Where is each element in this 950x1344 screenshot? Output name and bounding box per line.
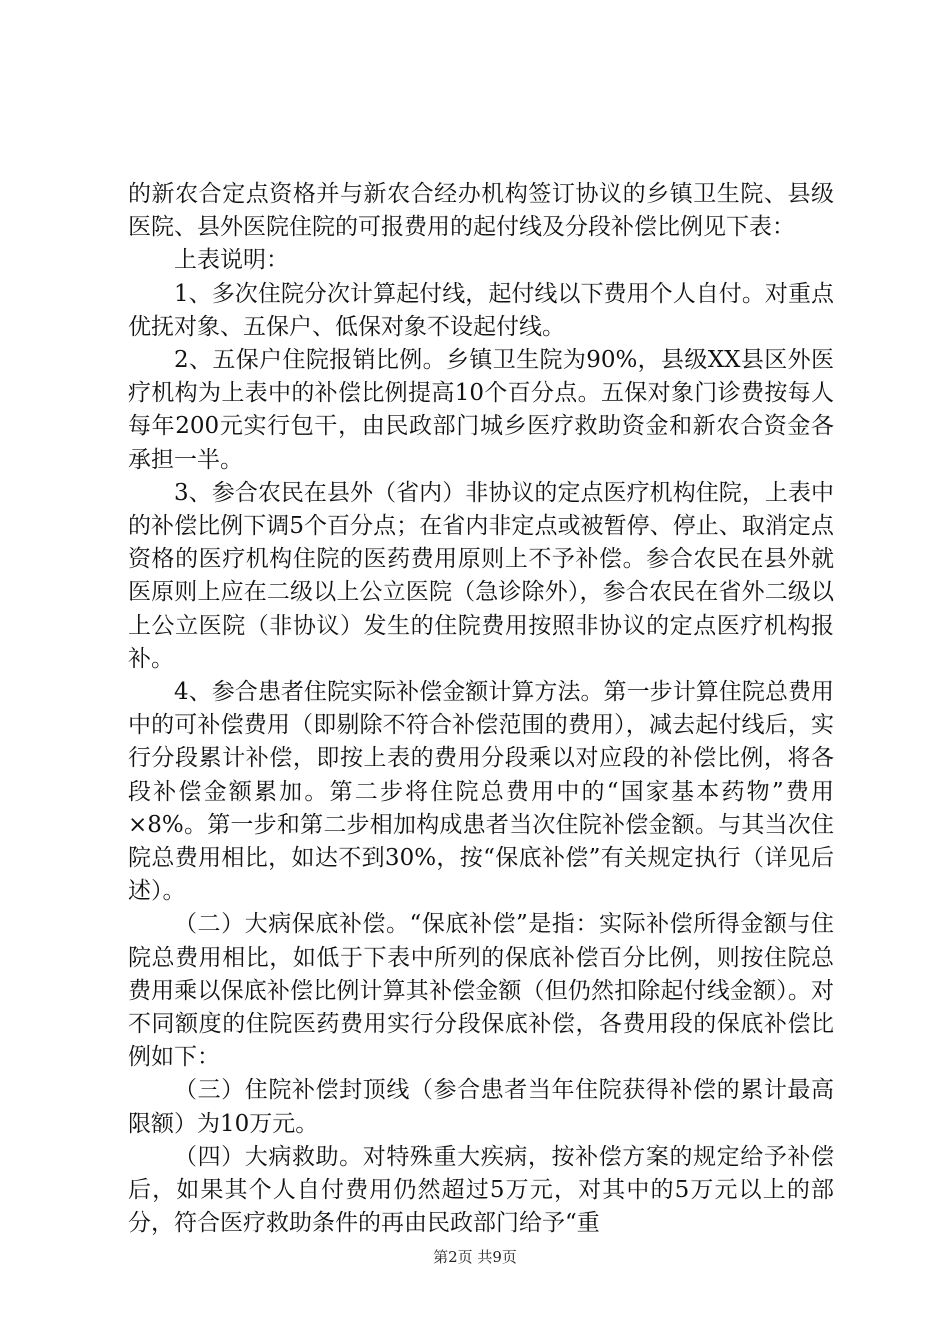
paragraph-7: （二）大病保底补偿。“保底补偿”是指：实际补偿所得金额与住院总费用相比，如低于下表中所列的保底补偿百分比例，则按住院总费用乘以保底补偿比例计算其补偿金额（但仍然扣除起付线金额）。对不同额度的住院医药费用实行分段保底补偿，各费用段的保底补偿比例如下： [128,911,834,1071]
document-body [128,178,834,1241]
paragraph-6: 4、参合患者住院实际补偿金额计算方法。第一步计算住院总费用中的可补偿费用（即剔除不符合补偿范围的费用），减去起付线后，实行分段累计补偿，即按上表的费用分段乘以对应段的补偿比例，将各段补偿金额累加。第二步将住院总费用中的“国家基本药物”费用×8%。第一步和第二步相加构成患者当次住院补偿金额。与其当次住院总费用相比，如达不到30%，按“保底补偿”有关规定执行（详见后述）。 [128,679,834,905]
paragraph-4: 2、五保户住院报销比例。乡镇卫生院为90%，县级XX县区外医疗机构为上表中的补偿比例提高10个百分点。五保对象门诊费按每人每年200元实行包干，由民政部门城乡医疗救助资金和新农合资金各承担一半。 [128,347,834,473]
paragraph-8: （三）住院补偿封顶线（参合患者当年住院获得补偿的累计最高限额）为10万元。 [128,1077,834,1137]
paragraph-5: 3、参合农民在县外（省内）非协议的定点医疗机构住院，上表中的补偿比例下调5个百分点；在省内非定点或被暂停、停止、取消定点资格的医疗机构住院的医药费用原则上不予补偿。参合农民在县外就医原则上应在二级以上公立医院（急诊除外），参合农民在省外二级以上公立医院（非协议）发生的住院费用按照非协议的定点医疗机构报补。 [128,479,834,672]
paragraph-2: 上表说明： [174,247,289,274]
paragraph-1: 的新农合定点资格并与新农合经办机构签订协议的乡镇卫生院、县级医院、县外医院住院的可报费用的起付线及分段补偿比例见下表： [128,181,834,241]
paragraph-9: （四）大病救助。对特殊重大疾病，按补偿方案的规定给予补偿后，如果其个人自付费用仍然超过5万元，对其中的5万元以上的部分，符合医疗救助条件的再由民政部门给予“重 [128,1143,834,1237]
paragraph-3: 1、多次住院分次计算起付线，起付线以下费用个人自付。对重点优抚对象、五保户、低保对象不设起付线。 [128,280,834,340]
page-number-footer: 第2页 共9页 [433,1248,517,1266]
